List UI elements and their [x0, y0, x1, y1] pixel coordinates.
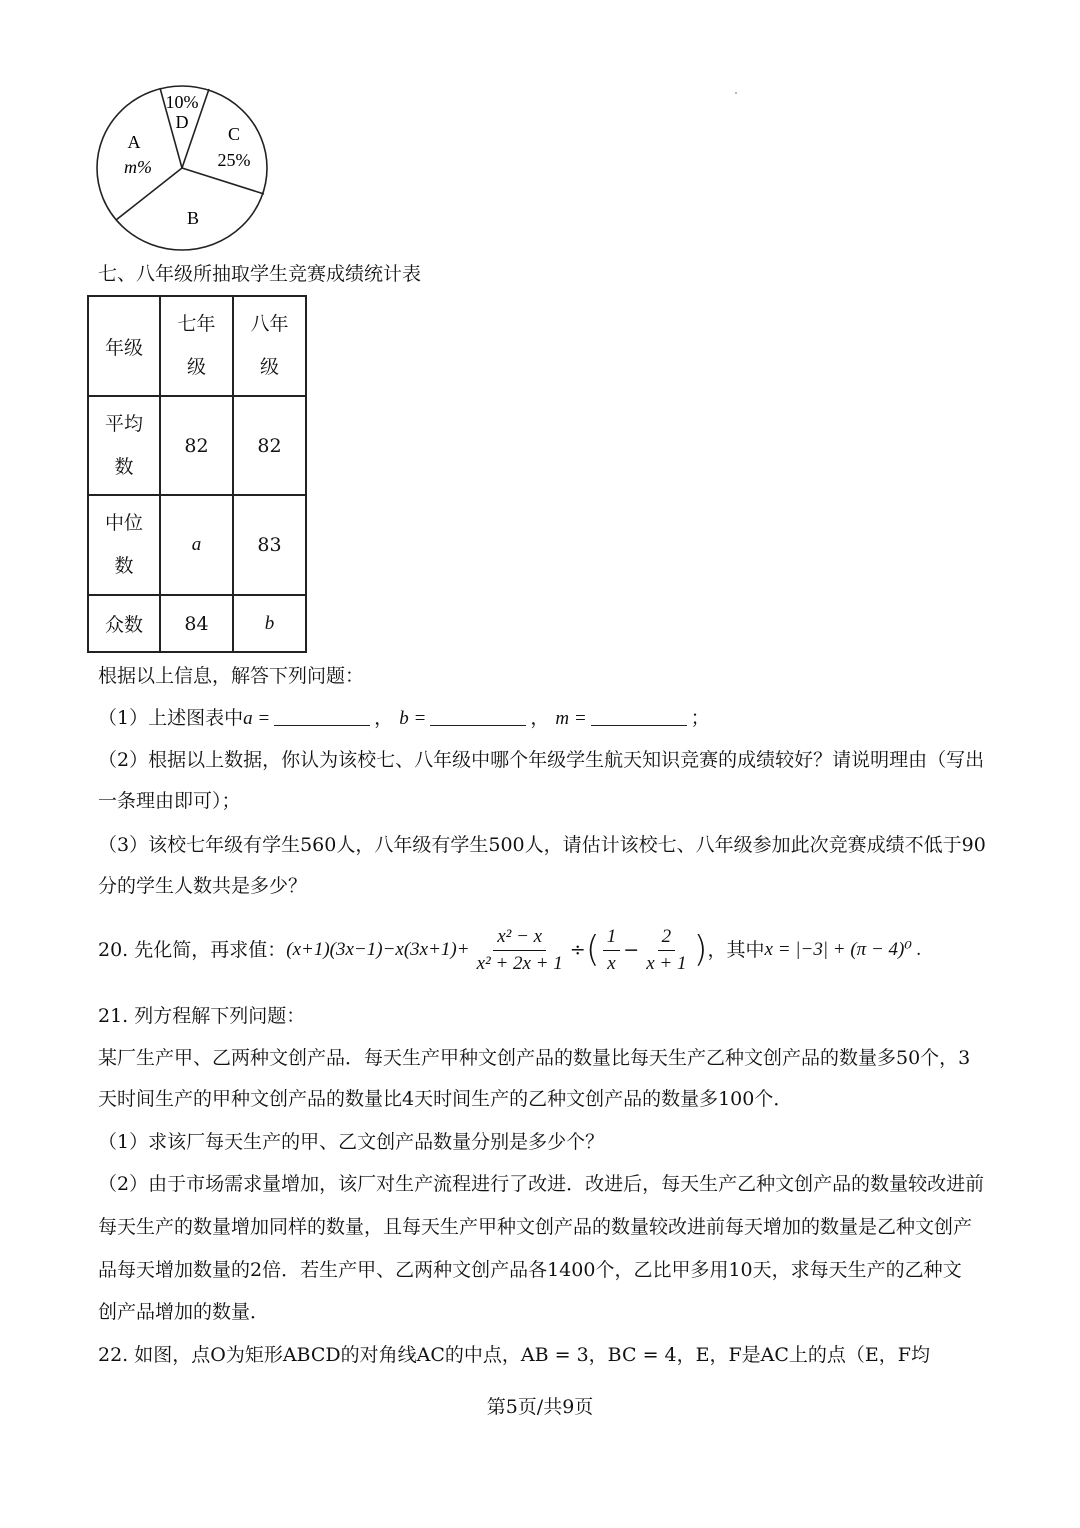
pie-chart [96, 84, 272, 254]
q20-fraction-3: $\frac{2}{x + 1}$ [646, 925, 687, 974]
q20-line: 20. 先化简，再求值： (x+1)(3x−1)−x(3x+1)+ $\frac{\text{x² − x}}{\text{x² + 2x + 1}}$ ÷ ( $\frac{1}{x}$ − $\frac{2}{x + 1}$ ) ，其中 x = |−3| + (π − 4)⁰ . [98, 922, 921, 978]
q19-part2-line1: （2）根据以上数据，你认为该校七、八年级中哪个年级学生航天知识竞赛的成绩较好？请说明理由（写出 [98, 749, 985, 771]
header-grade7: 七年 级 [160, 296, 233, 396]
q21-part1: （1）求该厂每天生产的甲、乙文创产品数量分别是多少个？ [98, 1131, 605, 1153]
pie-label-b: B [186, 208, 200, 228]
q21-line2: 天时间生产的甲种文创产品的数量比4天时间生产的乙种文创产品的数量多100个． [98, 1088, 793, 1110]
q20-fraction-2: $\frac{1}{x}$ [603, 924, 621, 977]
q20-fraction-1: $\frac{\text{x² − x}}{\text{x² + 2x + 1}}$ [476, 925, 563, 974]
table-row-median [88, 495, 306, 595]
cell-mode-grade7: 84 [160, 595, 233, 652]
header-grade: 年级 [88, 296, 160, 396]
pie-label-a: A [127, 132, 141, 152]
answer-blank-b[interactable] [430, 707, 526, 726]
q21-line1: 某厂生产甲、乙两种文创产品．每天生产甲种文创产品的数量比每天生产乙种文创产品的数量多50个，3 [98, 1047, 971, 1069]
cell-median-grade8: 83 [233, 495, 306, 595]
cell-mean-grade7: 82 [160, 396, 233, 495]
q21-part2-line1: （2）由于市场需求量增加，该厂对生产流程进行了改进．改进后，每天生产乙种文创产品的数量较改进前 [98, 1173, 985, 1195]
pie-label-a-percent: m% [124, 157, 152, 177]
q21-part2-line3: 品每天增加数量的2倍．若生产甲、乙两种文创产品各1400个，乙比甲多用10天，求每天生产的乙种文 [98, 1259, 962, 1281]
pie-label-d: D [175, 112, 189, 132]
table-header-row [88, 296, 306, 396]
answer-blank-a[interactable] [274, 707, 370, 726]
header-grade8: 八年 级 [233, 296, 306, 396]
q21-part2-line4: 创产品增加的数量． [98, 1301, 270, 1323]
row-label-mean: 平均 数 [88, 396, 160, 495]
pie-label-c: C [227, 124, 241, 144]
page-footer: 第5页/共9页 [486, 1396, 594, 1418]
q19-part2-line2: 一条理由即可）； [98, 790, 241, 812]
score-stats-table [87, 295, 307, 653]
pie-divider-cb [182, 168, 264, 194]
q19-part3-line1: （3）该校七年级有学生560人，八年级有学生500人，请估计该校七、八年级参加此次竞赛成绩不低于90 [98, 834, 986, 856]
cell-median-grade7: a [160, 495, 233, 595]
table-row-mean [88, 396, 306, 495]
q19-intro: 根据以上信息，解答下列问题： [98, 665, 365, 687]
q22-line1: 22. 如图，点O为矩形ABCD的对角线AC的中点，AB = 3，BC = 4，E，F是AC上的点（E，F均 [98, 1344, 930, 1366]
table-caption: 七、八年级所抽取学生竞赛成绩统计表 [98, 263, 422, 285]
table-row-mode [88, 595, 306, 652]
cell-mean-grade8: 82 [233, 396, 306, 495]
answer-blank-m[interactable] [591, 707, 687, 726]
q19-part1: （1）上述图表中a = ， b = ， m = ； [98, 707, 710, 729]
pie-label-c-percent: 25% [217, 150, 251, 170]
scan-speck [735, 92, 737, 94]
q21-title: 21. 列方程解下列问题： [98, 1005, 306, 1027]
row-label-mode: 众数 [88, 595, 160, 652]
q19-part3-line2: 分的学生人数共是多少？ [98, 875, 308, 897]
cell-mode-grade8: b [233, 595, 306, 652]
q21-part2-line2: 每天生产的数量增加同样的数量，且每天生产甲种文创产品的数量较改进前每天增加的数量是乙种文创产 [98, 1216, 973, 1238]
pie-label-d-percent: 10% [165, 92, 199, 112]
row-label-median: 中位 数 [88, 495, 160, 595]
